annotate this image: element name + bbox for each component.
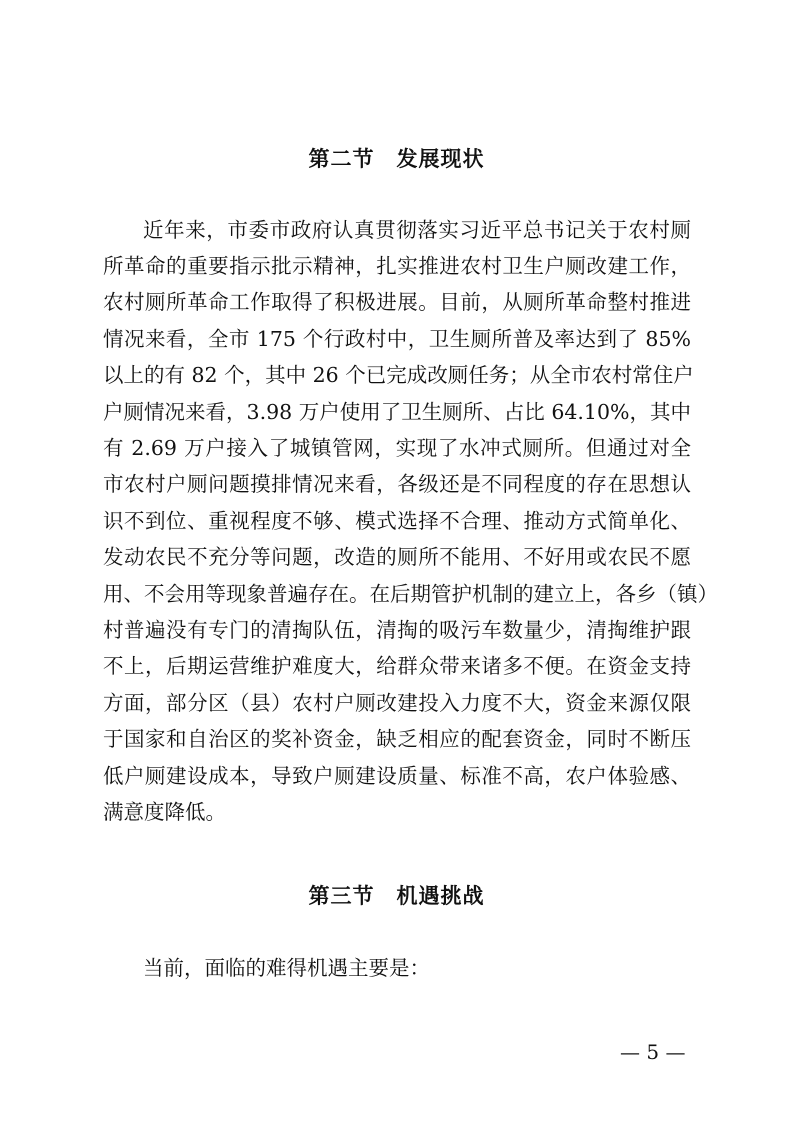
paragraph-line: 近年来，市委市政府认真贯彻落实习近平总书记关于农村厕 — [143, 218, 691, 242]
paragraph-line: 用、不会用等现象普遍存在。在后期管护机制的建立上，各乡（镇） — [103, 582, 718, 606]
paragraph-line: 村普遍没有专门的清掏队伍，清掏的吸污车数量少，清掏维护跟 — [103, 618, 691, 642]
paragraph-line: 不上，后期运营维护难度大，给群众带来诸多不便。在资金支持 — [103, 654, 691, 678]
paragraph-line: 市农村户厕问题摸排情况来看，各级还是不同程度的存在思想认 — [103, 472, 691, 496]
paragraph-line: 方面，部分区（县）农村户厕改建投入力度不大，资金来源仅限 — [103, 691, 691, 715]
section-3-intro: 当前，面临的难得机遇主要是： — [143, 956, 430, 980]
paragraph-line: 低户厕建设成本，导致户厕建设质量、标准不高，农户体验感、 — [103, 764, 691, 788]
section-2-title: 第二节 发展现状 — [308, 146, 485, 171]
page-number: — 5 — — [620, 1040, 686, 1064]
paragraph-line: 所革命的重要指示批示精神，扎实推进农村卫生户厕改建工作， — [103, 254, 691, 278]
paragraph-line: 满意度降低。 — [103, 800, 226, 824]
section-3-title: 第三节 机遇挑战 — [308, 883, 485, 908]
paragraph-line: 识不到位、重视程度不够、模式选择不合理、推动方式简单化、 — [103, 509, 691, 533]
paragraph-line: 有 2.69 万户接入了城镇管网，实现了水冲式厕所。但通过对全 — [103, 436, 691, 460]
paragraph-line: 情况来看，全市 175 个行政村中，卫生厕所普及率达到了 85% — [103, 327, 691, 351]
paragraph-line: 农村厕所革命工作取得了积极进展。目前，从厕所革命整村推进 — [103, 290, 691, 314]
paragraph-line: 以上的有 82 个，其中 26 个已完成改厕任务；从全市农村常住户 — [103, 363, 694, 387]
paragraph-line: 发动农民不充分等问题，改造的厕所不能用、不好用或农民不愿 — [103, 545, 691, 569]
paragraph-line: 户厕情况来看，3.98 万户使用了卫生厕所、占比 64.10%，其中 — [103, 400, 691, 424]
paragraph-line: 于国家和自治区的奖补资金，缺乏相应的配套资金，同时不断压 — [103, 727, 691, 751]
